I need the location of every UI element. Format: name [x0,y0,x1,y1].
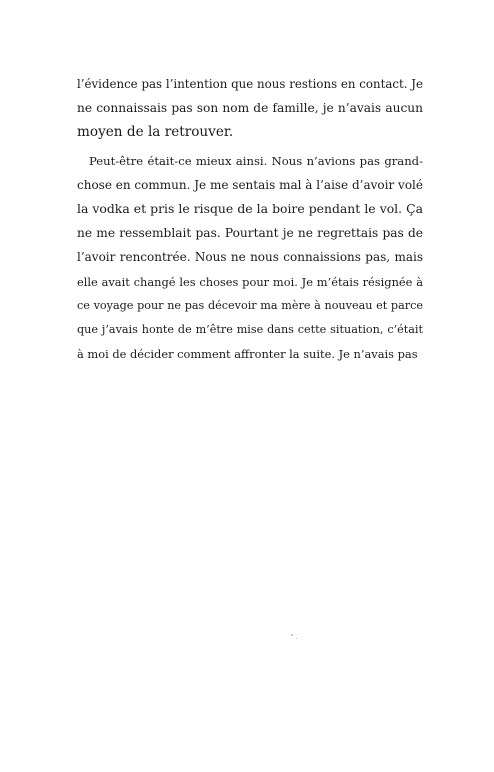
text-line: l’évidence pas l’intention que nous restions en contact. Je [77,77,423,91]
text-line: ce voyage pour ne pas décevoir ma mère à nouveau et parce [77,298,423,312]
text-line: à moi de décider comment affronter la suite. Je n’avais pas [77,347,418,362]
body-text [77,72,423,366]
text-line: elle avait changé les choses pour moi. Je m’étais résignée à [77,274,423,289]
paragraph-1 [77,72,423,145]
text-line: chose en commun. Je me sentais mal à l’aise d’avoir volé [77,177,423,192]
text-line: ne connaissais pas son nom de famille, je n’avais aucun [77,101,423,116]
text-line: Peut-être était-ce mieux ainsi. Nous n’avions pas grand- [89,153,423,168]
text-line: l’avoir rencontrée. Nous ne nous connaissions pas, mais [77,250,423,265]
paragraph-2 [77,149,423,367]
paper-speck [291,634,293,636]
paper-speck [296,638,297,639]
text-line: ne me ressemblait pas. Pourtant je ne regrettais pas de [77,226,423,241]
text-line: moyen de la retrouver. [77,124,234,141]
text-line: que j’avais honte de m’être mise dans cette situation, c’était [77,323,423,337]
text-line: la vodka et pris le risque de la boire pendant le vol. Ça [77,201,423,217]
